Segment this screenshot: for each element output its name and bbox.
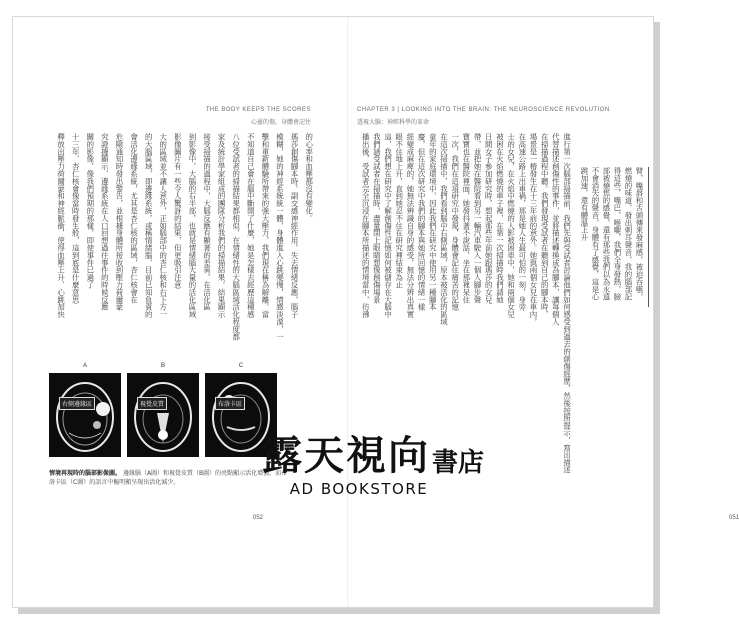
- brain-scan-panel-a: [49, 363, 121, 457]
- figure-caption-body: 邊緣腦（A圖）和視覺皮質（B圖）的亮點顯示活化增強，而布洛卡區（C圖）的語言中樞明顯呈現出活化減少。: [49, 470, 288, 486]
- right-running-head-title: CHAPTER 3 | LOOKING INTO THE BRAIN: THE NEUROSCIENCE REVOLUTION: [357, 107, 610, 113]
- text-column: 經變成麻痺的，她無法辨識自身的感受，無法分辨出真實: [405, 133, 415, 318]
- text-column: 帶，並把她在醫院看到另一輛汽車駛入一個人腳步聲: [473, 133, 483, 304]
- text-column: 日間女子參加研究時，想起那些年前她跟瑪莎的女兒: [484, 133, 494, 304]
- store-watermark-main: 露天視向: [262, 432, 430, 479]
- brain-image-icon: [49, 373, 121, 457]
- store-watermark-small: 書店: [432, 448, 485, 478]
- right-page-number: 051: [729, 515, 739, 521]
- text-column: 不知道自己會在腦中斷開了什麼，她是怎樣去經歷這種感: [246, 133, 256, 318]
- panel-letter-c: C: [238, 363, 244, 369]
- text-column: 慶，但在這次研究中我們的腳本與她所回憶的情緒一樣: [417, 133, 427, 311]
- text-column: 播出後，受試者完全沉浸在腳本所描述的情境當中，彷彿: [361, 133, 371, 318]
- text-column: 瑪莎創傷腳本時，副交感神經作用，失去情緒反應，腦子: [290, 133, 300, 318]
- text-column: 這，我們想在研究中了解創傷性記憶如何被儲存在大腦中: [383, 133, 393, 318]
- left-text-columns: [51, 133, 314, 355]
- text-column: 大的區域並不讓人意外，正如腦部中的杏仁核和右下方一: [158, 133, 168, 318]
- text-column: 被困在火焰燃燒的車子裡，在第一次掃描時我們請她: [495, 133, 505, 304]
- panel-label-a: 右側邊緣區: [59, 397, 95, 410]
- text-column: 場景是一樁發生在十三年前的意外。她與兩個女兒在車內，: [529, 133, 538, 326]
- book-spread: [12, 16, 739, 608]
- figure-caption: [49, 469, 289, 487]
- left-page: [13, 17, 347, 607]
- text-column: 代替描述創傷性的事件，並將描述轉換成為腳本，讓每個人: [551, 133, 561, 326]
- text-column: 我們請受試者在掃描時，盡量閉上眼睛想像創傷場景: [372, 133, 382, 304]
- text-column: 八位受試者的掃描結果都相似，在情緒性的大腦區域活化程度都: [231, 133, 241, 341]
- right-running-head: [357, 107, 610, 126]
- text-column: 童年的家庭環境中，因此我們在研究中使用另一種腳本: [428, 133, 438, 311]
- text-column: 影像圖片有一些令人驚訝的結果，但更吸引注意: [173, 133, 183, 289]
- text-column: 的大腦區域，即邊緣系統，或稱情緒腦，目前已知負責的: [144, 133, 154, 318]
- text-column: 會活化邊緣系統，尤其是杏仁核的區域，杏仁核會在: [129, 133, 139, 304]
- panel-letter-a: A: [82, 363, 87, 369]
- store-watermark-name: AD BOOKSTORE: [289, 480, 429, 498]
- text-column: 十三年，杏仁核會像當時發生般，這到底是什麼意思: [71, 133, 81, 304]
- text-column: 在掃描過程中聽。我們發現受試者在聽到自己的腳本時，: [540, 133, 550, 318]
- text-column: 到影像中，大腦的右半部，也就是情緒腦大量的活化區域: [187, 133, 197, 318]
- left-running-head-subtitle: 心靈的傷，身體會記住: [250, 120, 311, 126]
- text-column: 模糊，她的神經系統統一體，身體進入心跳變慢，情感淡漠，一: [275, 133, 285, 341]
- figure-caption-title: 情境再現時的腦部影像圖。: [49, 470, 122, 477]
- brain-image-icon: [127, 373, 199, 457]
- panel-label-b: 視覺皮質: [137, 397, 167, 410]
- text-column: 眼不住地上升，直到她忍不住在研究裡結束為止: [394, 133, 404, 289]
- right-running-head-subtitle: 透視大腦：神經科學的革命: [357, 120, 430, 126]
- right-text-columns: [359, 133, 572, 481]
- left-running-head: [206, 107, 311, 126]
- text-column: 士的女兒，在火焰中燃燒的人影被困車中，她和兩個女兒: [506, 133, 516, 318]
- text-column: 關的影像，像我們預期的那樣，即使事件已過了: [85, 133, 95, 289]
- right-page: [349, 17, 739, 607]
- left-page-number: 052: [253, 515, 264, 521]
- text-column: 寶寶也在醫院裡面，她發抖著不說話，坐在那裡呆住: [461, 133, 471, 304]
- text-column: 家及統計學家組成的團隊分析我們的掃描結果，結果顯示: [217, 133, 227, 318]
- store-watermark-logo: [262, 434, 484, 478]
- text-column: 危險通知時發出警告，並根據身體所接收到壓力荷爾蒙: [114, 133, 124, 311]
- text-column: 在這次掃描中，我們看到腦中右側區域，原本被活化的區域: [439, 133, 449, 326]
- brain-scan-figure: [49, 363, 275, 463]
- text-column: 接受掃描的過程中，大腦反應有顯著的差異。在活化區: [202, 133, 212, 311]
- indented-quote: 臂，嘴唇和舌頭傳來發麻感，被迫吞嚥，燃燒的味道，發出刺耳聲音，我的腦部記得這些，嘴巴，喉嚨，我們全身發熱，臉部被燒焦的感覺，還有那些我們以為永遠不會消失的聲音，身體有了感覺，這是心跳加速，還有體溫上升: [585, 167, 649, 307]
- text-column: 釋放出壓力荷爾蒙和神經脈衝，使得血壓上升、心跳加快: [56, 133, 66, 318]
- brain-scan-panel-b: [127, 363, 199, 457]
- text-column: 究證據顯示，邊緣系統在人口回想過往事件的時候反應: [100, 133, 110, 311]
- left-running-head-title: THE BODY KEEPS THE SCORES: [205, 107, 311, 113]
- text-column: 進行第一次腦部掃描前，我們先與受試者討論他們如何感受到過去的創傷經歷，然後按照提示，寫出描述: [562, 133, 572, 474]
- panel-label-c: 布洛卡區: [215, 397, 245, 410]
- text-column: 的心率和血壓都沒有變化。: [304, 133, 314, 222]
- text-column: 擊和重新體驗所帶來的強大壓力，我們現在稱為解離，當: [260, 133, 270, 318]
- panel-letter-b: B: [160, 363, 165, 369]
- text-column: 在高速公路上出車禍，那是她人生最可怕的一刻，身旁: [517, 133, 527, 311]
- text-column: 一次，我們在這項研究中發現，身體會記住痛苦的記憶: [450, 133, 460, 311]
